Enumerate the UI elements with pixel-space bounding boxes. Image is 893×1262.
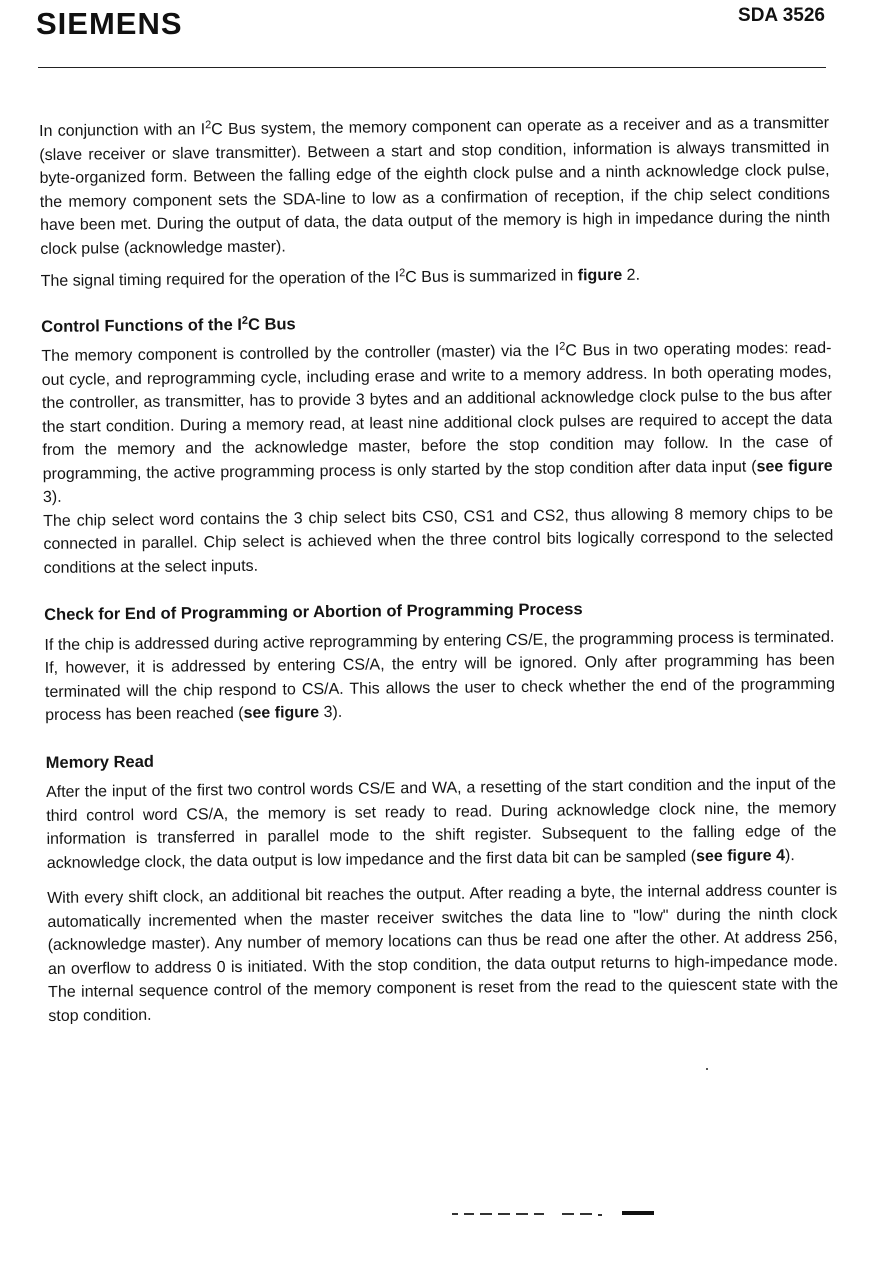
footer-dash: [464, 1213, 474, 1215]
footer-dash: [580, 1213, 592, 1215]
footer-dash: [452, 1213, 458, 1215]
figure-reference: see figure 4: [695, 846, 786, 865]
footer-dash: [562, 1213, 574, 1215]
intro-paragraph-2: The signal timing required for the operation of the $I^2C$ Bus is summarized in figure 2.: [40, 266, 641, 290]
footer-bar: [622, 1211, 654, 1215]
footer-dash: [516, 1213, 528, 1215]
figure-reference: see figure: [243, 704, 320, 722]
superscript-2: 2: [559, 340, 566, 353]
intro-paragraph-1: In conjunction with an $I^2C$ Bus system, the memory component can operate as a receiver and as a transmitter (slave receiver or slave transmitter). Between a start and stop condition, information is always transmitted in byte-organized form. Between the falling edge of the eighth clock pulse and a ninth acknowledge clock pulse, the memory component sets the SDA-line to low as a confirmation of reception, if the chip select conditions have been met. During the output of data, the data output of the memory is high in impedance during the ninth clock pulse (acknowledge master).: [39, 114, 831, 258]
control-functions-paragraph-2: The chip select word contains the 3 chip select bits CS0, CS1 and CS2, thus allowing 8 memory chips to be connected in parallel. Chip select is achieved when the three control bits logically correspond to the selected conditions at the select inputs.: [43, 504, 834, 577]
footer-dash: [598, 1214, 602, 1216]
end-of-programming-paragraph: If the chip is addressed during active reprogramming by entering CS/E, the programming process is terminated. If, however, it is addressed by entering CS/A, the entry will be ignored. Only after programming has been terminated will the chip respond to CS/A. This allows the user to check whether the end of the programming process has been reached (see figure 3).: [44, 628, 836, 724]
siemens-logo: SIEMENS: [36, 6, 183, 41]
footer-dash: [534, 1213, 544, 1215]
footer-dash: [480, 1213, 492, 1215]
header-rule: [38, 67, 826, 68]
control-functions-paragraph-1: The memory component is controlled by the controller (master) via the $I^2C$ Bus in two operating modes: read-out cycle, and reprogramming cycle, including erase and write to a memory address. In both operating modes, the controller, as transmitter, has to provide 3 bytes and an additional acknowledge clock pulse to the bus after the start condition. During a memory read, at least nine additional clock pulses are required to accept the data from the memory and the acknowledge master, before the stop condition may follow. In the case of programming, the active programming process is only started by the stop condition after data input (see figure 3).: [41, 339, 833, 506]
scan-speck: [706, 1068, 708, 1070]
document-body: [39, 112, 838, 1028]
figure-reference: see figure: [756, 457, 833, 476]
section-heading-control-functions: Control Functions of the $I^2C$ Bus: [41, 314, 296, 336]
superscript-2: 2: [398, 267, 406, 280]
memory-read-paragraph-2: With every shift clock, an additional bit reaches the output. After reading a byte, the internal address counter is automatically incremented when the master receiver switches the data line to "low" during the ninth clock (acknowledge master). Any number of memory locations can thus be read one after the other. At address 256, an overflow to address 0 is initiated. With the stop condition, the data output returns to high-impedance mode. The internal sequence control of the memory component is reset from the read to the quiescent state with the stop condition.: [47, 881, 839, 1025]
section-heading-end-of-programming: Check for End of Programming or Abortion of Programming Process: [44, 600, 583, 624]
section-heading-memory-read: Memory Read: [45, 752, 155, 772]
footer-dash: [498, 1213, 510, 1215]
memory-read-paragraph-1: After the input of the first two control words CS/E and WA, a resetting of the start condition and the input of the third control word CS/A, the memory is set ready to read. During acknowledge clock nine, the memory information is transferred in parallel mode to the shift register. Subsequent to the falling edge of the acknowledge clock, the data output is low impedance and the first data bit can be sampled (see figure 4).: [45, 775, 837, 872]
footer-marks: [452, 1209, 662, 1217]
document-id: SDA 3526: [738, 5, 825, 26]
figure-reference: figure: [577, 266, 623, 285]
superscript-2: 2: [205, 119, 212, 132]
superscript-2: 2: [241, 314, 249, 327]
